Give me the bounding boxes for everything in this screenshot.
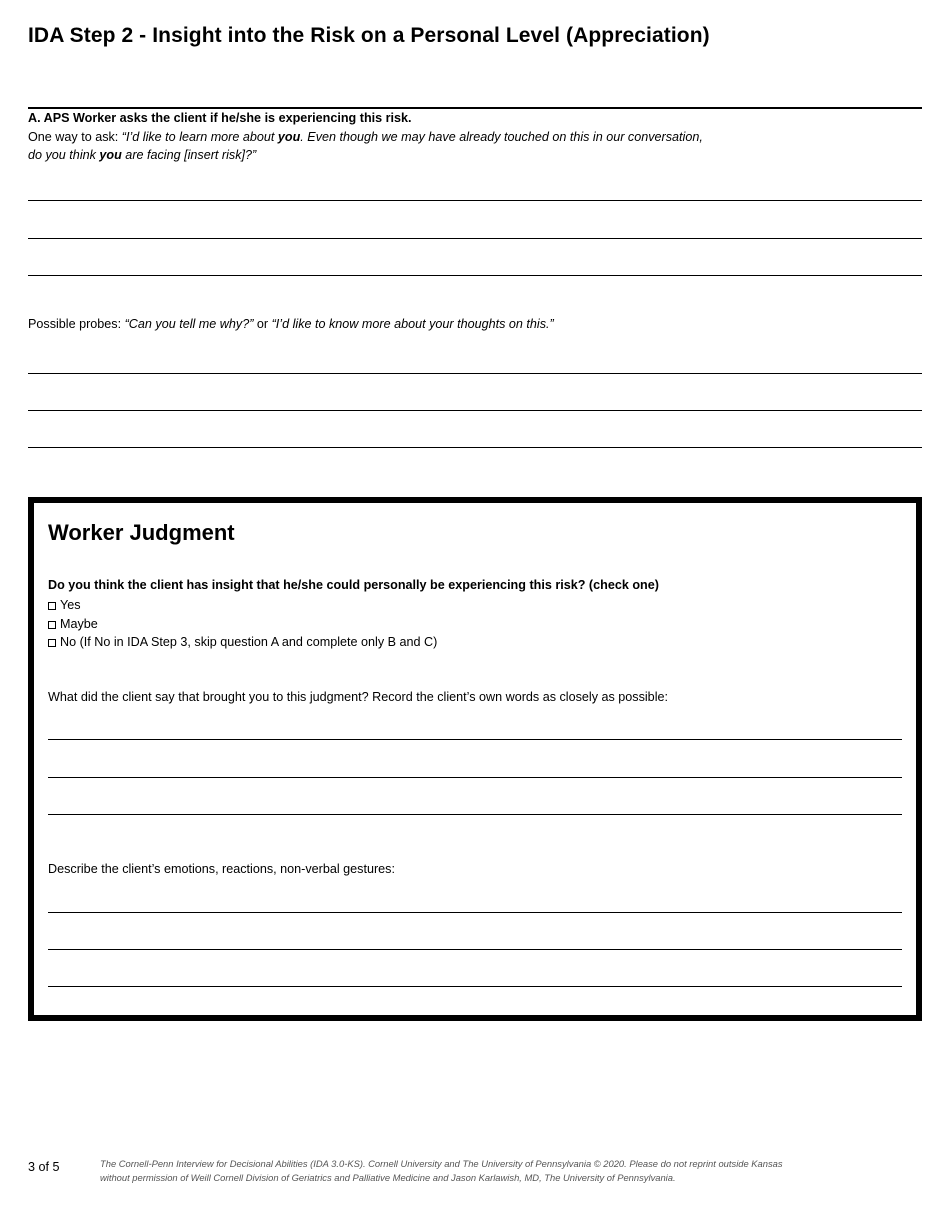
client-emotions-prompt: Describe the client’s emotions, reactions, non-verbal gestures:: [48, 862, 395, 876]
client-words-prompt: What did the client say that brought you to this judgment? Record the client’s own words as closely as possible:: [48, 690, 668, 704]
option-maybe[interactable]: [48, 615, 437, 634]
answer-line-p1[interactable]: [28, 373, 922, 374]
probe-1: “Can you tell me why?”: [124, 317, 254, 331]
answer-line-a3[interactable]: [28, 275, 922, 276]
checkbox-no[interactable]: [48, 639, 56, 647]
worker-judgment-title: Worker Judgment: [48, 520, 235, 545]
judgment-question: Do you think the client has insight that he/she could personally be experiencing this risk? (check one): [48, 578, 659, 592]
answer-line-a1[interactable]: [28, 200, 922, 201]
copyright-footer: [100, 1157, 880, 1185]
answer-line-e2[interactable]: [48, 949, 902, 950]
option-yes[interactable]: [48, 596, 437, 615]
ask-quote-part: “I’d like to learn more about: [121, 129, 278, 144]
section-a-ask-line-1: [28, 128, 703, 147]
probes-or: or: [253, 317, 272, 331]
answer-line-p3[interactable]: [28, 447, 922, 448]
page-title: IDA Step 2 - Insight into the Risk on a Personal Level (Appreciation): [28, 24, 710, 47]
ask-quote-part: do you think: [28, 148, 100, 162]
ask-quote-part: . Even though we may have already touched on this in our conversation,: [300, 129, 703, 144]
page-number: 3 of 5: [28, 1160, 60, 1174]
probes-prefix: Possible probes:: [28, 317, 125, 331]
ask-prefix: One way to ask:: [28, 129, 122, 144]
footer-line-2: without permission of Weill Cornell Division of Geriatrics and Palliative Medicine and Jason Karlawish, MD, The University of Pennsylvania.: [100, 1172, 676, 1183]
checkbox-yes[interactable]: [48, 602, 56, 610]
answer-line-p2[interactable]: [28, 410, 922, 411]
ask-emphasis: you: [277, 129, 301, 144]
ask-quote-part: are facing [insert risk]?”: [121, 148, 257, 162]
judgment-options: [48, 596, 437, 652]
answer-line-e3[interactable]: [48, 986, 902, 987]
section-a: [28, 109, 703, 165]
worker-judgment-box: [28, 497, 922, 1021]
section-a-ask-line-2: [28, 146, 703, 165]
option-maybe-label: Maybe: [60, 616, 98, 631]
answer-line-w1[interactable]: [48, 739, 902, 740]
ask-emphasis: you: [99, 148, 122, 162]
probe-2: “I’d like to know more about your thoughts on this.”: [271, 317, 554, 331]
checkbox-maybe[interactable]: [48, 621, 56, 629]
answer-line-e1[interactable]: [48, 912, 902, 913]
option-no[interactable]: [48, 633, 437, 652]
option-yes-label: Yes: [60, 598, 81, 612]
answer-line-w2[interactable]: [48, 777, 902, 778]
possible-probes: [28, 317, 554, 331]
section-a-heading: A. APS Worker asks the client if he/she is experiencing this risk.: [28, 111, 412, 125]
option-no-label: No (If No in IDA Step 3, skip question A and complete only B and C): [60, 635, 438, 649]
footer-line-1: The Cornell-Penn Interview for Decisional Abilities (IDA 3.0-KS). Cornell University and The University of Pennsylvania © 2020. Please do not reprint outside Kansas: [100, 1158, 783, 1169]
answer-line-w3[interactable]: [48, 814, 902, 815]
answer-line-a2[interactable]: [28, 238, 922, 239]
